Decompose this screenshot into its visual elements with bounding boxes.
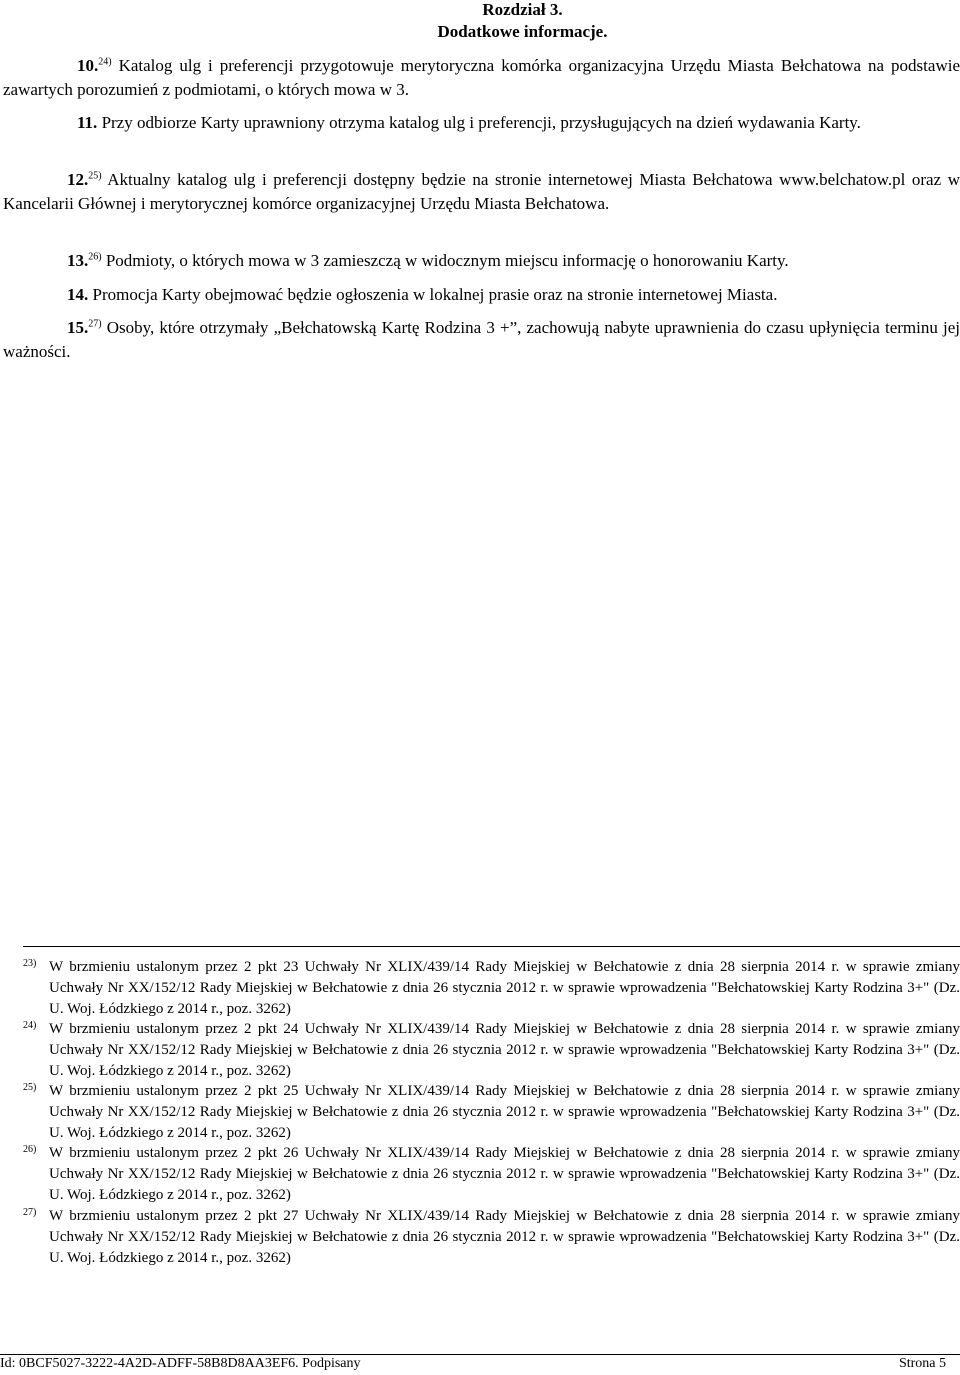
- paragraph-number: 15.: [67, 318, 89, 337]
- paragraph-number: 12.: [67, 170, 89, 189]
- chapter-title: Rozdział 3.: [482, 0, 563, 19]
- paragraph-15: [3, 316, 960, 364]
- paragraph-number: 14.: [67, 285, 89, 304]
- paragraph-number: 13.: [67, 251, 89, 270]
- paragraph-text: Osoby, które otrzymały „Bełchatowską Kartę Rodzina 3 +”, zachowują nabyte uprawnienia do czasu upłynięcia terminu jej ważności.: [3, 318, 960, 361]
- paragraph-text: Katalog ulg i preferencji przygotowuje merytoryczna komórka organizacyjna Urzędu Miasta Bełchatowa na podstawie zawartych porozumień z podmiotami, o których mowa w 3.: [3, 56, 960, 99]
- footnote-mark: 26): [23, 1144, 37, 1155]
- paragraph-number: 10.: [77, 56, 99, 75]
- footnote-ref: 24): [98, 56, 112, 68]
- footnote-mark: 27): [23, 1207, 37, 1218]
- page-number: Strona 5: [898, 1356, 946, 1371]
- paragraph-text: Podmioty, o których mowa w 3 zamieszczą w widocznym miejscu informację o honorowaniu Karty.: [101, 251, 789, 270]
- chapter-subtitle: Dodatkowe informacje.: [437, 22, 608, 41]
- paragraph-number: 11.: [77, 113, 98, 132]
- footnote-ref: 27): [88, 318, 102, 330]
- footnote-ref: 25): [88, 170, 102, 182]
- footnote-25: [23, 1081, 960, 1144]
- footnote-separator: [23, 946, 960, 947]
- document-id: Id: 0BCF5027-3222-4A2D-ADFF-58B8D8AA3EF6. Podpisany: [0, 1356, 361, 1371]
- paragraph-12: [3, 168, 960, 216]
- footnote-27: [23, 1206, 960, 1269]
- paragraph-13: [3, 249, 960, 273]
- footnote-text: W brzmieniu ustalonym przez 2 pkt 24 Uchwały Nr XLIX/439/14 Rady Miejskiej w Bełchatowie z dnia 28 sierpnia 2014 r. w sprawie zmiany Uchwały Nr XX/152/12 Rady Miejskiej w Bełchatowie z dnia 26 stycznia 2012 r. w sprawie wprowadzenia "Bełchatowskiej Karty Rodzina 3+" (Dz. U. Woj. Łódzkiego z 2014 r., poz. 3262): [49, 1021, 960, 1079]
- footnote-26: [23, 1143, 960, 1206]
- footnote-text: W brzmieniu ustalonym przez 2 pkt 25 Uchwały Nr XLIX/439/14 Rady Miejskiej w Bełchatowie z dnia 28 sierpnia 2014 r. w sprawie zmiany Uchwały Nr XX/152/12 Rady Miejskiej w Bełchatowie z dnia 26 stycznia 2012 r. w sprawie wprowadzenia "Bełchatowskiej Karty Rodzina 3+" (Dz. U. Woj. Łódzkiego z 2014 r., poz. 3262): [49, 1083, 960, 1141]
- paragraph-text: Promocja Karty obejmować będzie ogłoszenia w lokalnej prasie oraz na stronie internetowej Miasta.: [88, 285, 778, 304]
- footnote-mark: 24): [23, 1020, 37, 1031]
- paragraph-text: Przy odbiorze Karty uprawniony otrzyma katalog ulg i preferencji, przysługujących na dzień wydawania Karty.: [97, 113, 861, 132]
- paragraph-11: [3, 111, 960, 135]
- footnote-text: W brzmieniu ustalonym przez 2 pkt 26 Uchwały Nr XLIX/439/14 Rady Miejskiej w Bełchatowie z dnia 28 sierpnia 2014 r. w sprawie zmiany Uchwały Nr XX/152/12 Rady Miejskiej w Bełchatowie z dnia 26 stycznia 2012 r. w sprawie wprowadzenia "Bełchatowskiej Karty Rodzina 3+" (Dz. U. Woj. Łódzkiego z 2014 r., poz. 3262): [49, 1145, 960, 1203]
- paragraph-14: [3, 283, 960, 307]
- footnote-mark: 23): [23, 958, 37, 969]
- footnote-24: [23, 1019, 960, 1082]
- paragraph-text: Aktualny katalog ulg i preferencji dostępny będzie na stronie internetowej Miasta Bełchatowa www.belchatow.pl oraz w Kancelarii Głównej i merytorycznej komórce organizacyjnej Urzędu Miasta Bełchatowa.: [3, 170, 960, 213]
- footnote-text: W brzmieniu ustalonym przez 2 pkt 23 Uchwały Nr XLIX/439/14 Rady Miejskiej w Bełchatowie z dnia 28 sierpnia 2014 r. w sprawie zmiany Uchwały Nr XX/152/12 Rady Miejskiej w Bełchatowie z dnia 26 stycznia 2012 r. w sprawie wprowadzenia "Bełchatowskiej Karty Rodzina 3+" (Dz. U. Woj. Łódzkiego z 2014 r., poz. 3262): [49, 959, 960, 1017]
- paragraph-10: [3, 54, 960, 102]
- footnote-ref: 26): [88, 251, 102, 263]
- footnote-23: [23, 957, 960, 1020]
- footnote-mark: 25): [23, 1082, 37, 1093]
- footnote-text: W brzmieniu ustalonym przez 2 pkt 27 Uchwały Nr XLIX/439/14 Rady Miejskiej w Bełchatowie z dnia 28 sierpnia 2014 r. w sprawie zmiany Uchwały Nr XX/152/12 Rady Miejskiej w Bełchatowie z dnia 26 stycznia 2012 r. w sprawie wprowadzenia "Bełchatowskiej Karty Rodzina 3+" (Dz. U. Woj. Łódzkiego z 2014 r., poz. 3262): [49, 1208, 960, 1266]
- footer-separator: [0, 1354, 960, 1355]
